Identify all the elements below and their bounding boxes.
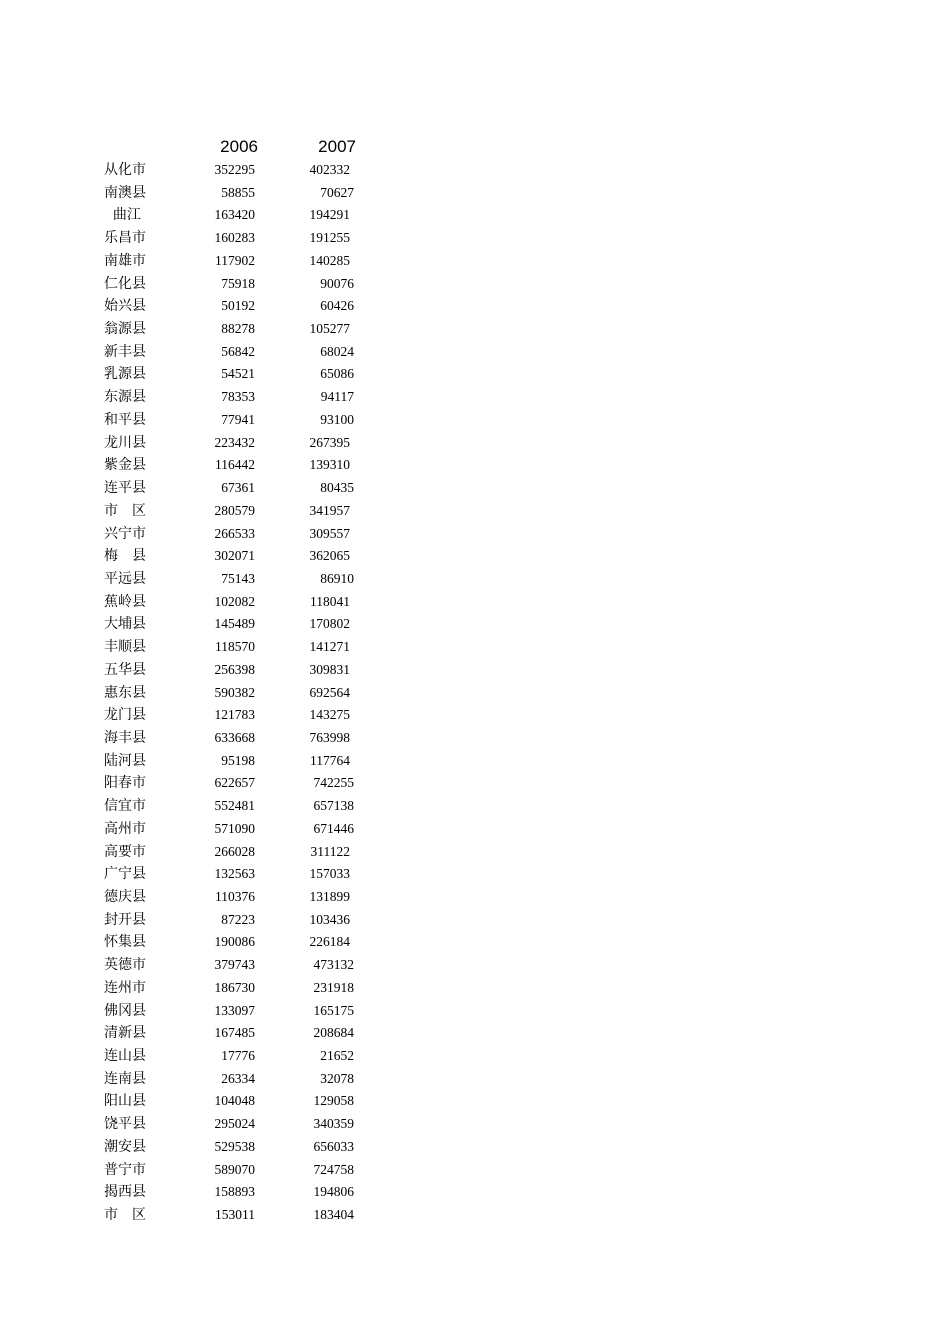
region-name-cell: 潮安县	[104, 1138, 146, 1155]
region-name-cell: 连州市	[104, 979, 146, 996]
table-row	[0, 250, 950, 273]
table-row	[0, 227, 950, 250]
table-row	[0, 204, 950, 227]
value-2007-cell: 657138	[313, 798, 354, 814]
value-2007-cell: 671446	[313, 820, 354, 836]
table-row	[0, 1136, 950, 1159]
value-2006-cell: 280579	[214, 502, 255, 518]
table-row	[0, 500, 950, 523]
value-2006-cell: 256398	[214, 661, 255, 677]
table-row	[0, 1090, 950, 1113]
region-name-cell: 龙门县	[104, 707, 146, 724]
value-2006-cell: 77941	[221, 411, 255, 427]
region-name-cell: 清新县	[104, 1025, 146, 1042]
table-row	[0, 523, 950, 546]
table-row	[0, 1204, 950, 1227]
region-name-cell: 怀集县	[104, 934, 146, 951]
value-2007-cell: 65086	[320, 366, 354, 382]
value-2006-cell: 223432	[214, 434, 255, 450]
region-name-cell: 和平县	[104, 411, 146, 428]
table-row	[0, 772, 950, 795]
value-2007-cell: 157033	[309, 866, 350, 882]
value-2007-cell: 191255	[309, 230, 350, 246]
value-2007-cell: 32078	[320, 1070, 354, 1086]
region-name-cell: 市 区	[104, 1207, 146, 1224]
region-name-cell: 连平县	[104, 480, 146, 497]
value-2007-cell: 139310	[309, 457, 350, 473]
value-2006-cell: 266028	[214, 843, 255, 859]
table-row	[0, 409, 950, 432]
region-name-cell: 高要市	[104, 843, 146, 860]
table-row	[0, 931, 950, 954]
table-row	[0, 818, 950, 841]
table-row	[0, 568, 950, 591]
value-2006-cell: 266533	[214, 525, 255, 541]
value-2007-cell: 117764	[310, 752, 350, 768]
region-name-cell: 平远县	[104, 570, 146, 587]
region-name-cell: 东源县	[104, 389, 146, 406]
table-row	[0, 750, 950, 773]
region-name-cell: 兴宁市	[104, 525, 146, 542]
value-2006-cell: 54521	[221, 366, 255, 382]
column-header-2006: 2006	[220, 137, 258, 156]
column-header-2007: 2007	[318, 137, 356, 156]
value-2007-cell: 231918	[313, 979, 354, 995]
value-2006-cell: 75918	[221, 275, 255, 291]
region-name-cell: 高州市	[104, 820, 146, 837]
value-2006-cell: 95198	[221, 752, 255, 768]
table-row	[0, 954, 950, 977]
table-row	[0, 1045, 950, 1068]
value-2007-cell: 311122	[310, 843, 350, 859]
value-2007-cell: 402332	[309, 162, 350, 177]
region-name-cell: 乳源县	[104, 366, 146, 383]
table-row	[0, 863, 950, 886]
value-2006-cell: 50192	[221, 298, 255, 314]
value-2006-cell: 88278	[221, 321, 255, 337]
value-2006-cell: 302071	[214, 548, 255, 564]
table-row	[0, 659, 950, 682]
table-row	[0, 1068, 950, 1091]
value-2007-cell: 362065	[309, 548, 350, 564]
region-name-cell: 市 区	[104, 502, 146, 519]
table-row	[0, 363, 950, 386]
region-name-cell: 陆河县	[104, 752, 146, 769]
value-2007-cell: 226184	[309, 934, 350, 950]
table-row	[0, 318, 950, 341]
region-name-cell: 南澳县	[104, 184, 146, 201]
value-2006-cell: 529538	[214, 1138, 255, 1154]
value-2007-cell: 70627	[320, 184, 354, 200]
region-name-cell: 从化市	[104, 162, 146, 178]
value-2007-cell: 140285	[309, 252, 350, 268]
table-row	[0, 613, 950, 636]
value-2007-cell: 341957	[309, 502, 350, 518]
value-2006-cell: 26334	[221, 1070, 255, 1086]
table-row	[0, 295, 950, 318]
table-row	[0, 182, 950, 205]
value-2006-cell: 589070	[214, 1161, 255, 1177]
value-2006-cell: 75143	[221, 570, 255, 586]
value-2007-cell: 86910	[320, 570, 354, 586]
region-name-cell: 信宜市	[104, 798, 146, 815]
region-name-cell: 新丰县	[104, 343, 146, 360]
value-2007-cell: 143275	[309, 707, 350, 723]
region-name-cell: 大埔县	[104, 616, 146, 633]
value-2006-cell: 78353	[221, 389, 255, 405]
table-row	[0, 727, 950, 750]
value-2007-cell: 118041	[310, 593, 350, 609]
value-2007-cell: 309831	[309, 661, 350, 677]
region-name-cell: 翁源县	[104, 321, 146, 338]
table-row	[0, 1159, 950, 1182]
value-2007-cell: 68024	[320, 343, 354, 359]
region-name-cell: 封开县	[104, 911, 146, 928]
value-2006-cell: 163420	[214, 207, 255, 223]
value-2006-cell: 58855	[221, 184, 255, 200]
value-2006-cell: 116442	[215, 457, 255, 473]
region-name-cell: 乐昌市	[104, 230, 146, 247]
value-2006-cell: 121783	[214, 707, 255, 723]
table-row	[0, 636, 950, 659]
value-2007-cell: 208684	[313, 1025, 354, 1041]
value-2007-cell: 80435	[320, 480, 354, 496]
region-name-cell: 普宁市	[104, 1161, 146, 1178]
value-2006-cell: 186730	[214, 979, 255, 995]
value-2006-cell: 590382	[214, 684, 255, 700]
region-name-cell: 紫金县	[104, 457, 146, 474]
region-name-cell: 佛冈县	[104, 1002, 146, 1019]
value-2006-cell: 633668	[214, 729, 255, 745]
table-row	[0, 1000, 950, 1023]
value-2007-cell: 473132	[313, 957, 354, 973]
region-name-cell: 梅 县	[104, 548, 146, 565]
value-2006-cell: 379743	[214, 957, 255, 973]
region-name-cell: 广宁县	[104, 866, 146, 883]
region-name-cell: 海丰县	[104, 729, 146, 746]
table-row	[0, 977, 950, 1000]
table-row	[0, 454, 950, 477]
value-2007-cell: 267395	[309, 434, 350, 450]
region-name-cell: 揭西县	[104, 1184, 146, 1201]
table-row	[0, 1113, 950, 1136]
table-row	[0, 704, 950, 727]
value-2006-cell: 145489	[214, 616, 255, 632]
table-row	[0, 432, 950, 455]
region-name-cell: 龙川县	[104, 434, 146, 451]
region-name-cell: 南雄市	[104, 252, 146, 269]
value-2006-cell: 153011	[215, 1207, 255, 1223]
region-name-cell: 丰顺县	[104, 639, 146, 656]
value-2006-cell: 87223	[221, 911, 255, 927]
value-2007-cell: 183404	[313, 1207, 354, 1223]
region-name-cell: 英德市	[104, 957, 146, 974]
value-2006-cell: 160283	[214, 230, 255, 246]
value-2006-cell: 117902	[215, 252, 255, 268]
table-row	[0, 273, 950, 296]
table-row	[0, 841, 950, 864]
value-2006-cell: 118570	[215, 639, 255, 655]
value-2006-cell: 17776	[221, 1048, 255, 1064]
value-2006-cell: 56842	[221, 343, 255, 359]
table-row	[0, 545, 950, 568]
value-2006-cell: 167485	[214, 1025, 255, 1041]
value-2007-cell: 131899	[309, 889, 350, 904]
table-row	[0, 1181, 950, 1204]
value-2006-cell: 571090	[214, 820, 255, 836]
value-2006-cell: 102082	[214, 593, 255, 609]
value-2007-cell: 763998	[309, 729, 350, 745]
value-2007-cell: 656033	[313, 1138, 354, 1154]
value-2007-cell: 105277	[309, 321, 350, 337]
value-2007-cell: 165175	[313, 1002, 354, 1018]
value-2006-cell: 104048	[214, 1093, 255, 1109]
value-2007-cell: 129058	[313, 1093, 354, 1109]
table-row	[0, 886, 950, 909]
value-2006-cell: 552481	[214, 798, 255, 814]
table-row	[0, 159, 950, 182]
table-body	[0, 159, 950, 1227]
table-row	[0, 591, 950, 614]
region-name-cell: 饶平县	[104, 1116, 146, 1133]
region-name-cell: 阳山县	[104, 1093, 146, 1110]
value-2007-cell: 170802	[309, 616, 350, 632]
table-row	[0, 795, 950, 818]
region-name-cell: 德庆县	[104, 889, 146, 905]
region-name-cell: 仁化县	[104, 275, 146, 292]
value-2007-cell: 60426	[320, 298, 354, 314]
value-2006-cell: 190086	[214, 934, 255, 950]
region-name-cell: 阳春市	[104, 775, 146, 792]
value-2007-cell: 724758	[313, 1161, 354, 1177]
value-2006-cell: 110376	[215, 889, 255, 904]
region-name-cell: 连山县	[104, 1048, 146, 1065]
value-2006-cell: 158893	[214, 1184, 255, 1200]
value-2007-cell: 93100	[320, 411, 354, 427]
value-2006-cell: 133097	[214, 1002, 255, 1018]
table-row	[0, 682, 950, 705]
value-2007-cell: 340359	[313, 1116, 354, 1132]
value-2006-cell: 352295	[214, 162, 255, 177]
value-2006-cell: 622657	[214, 775, 255, 791]
value-2007-cell: 194291	[309, 207, 350, 223]
region-name-cell: 连南县	[104, 1070, 146, 1087]
region-name-cell: 蕉岭县	[104, 593, 146, 610]
value-2007-cell: 742255	[313, 775, 354, 791]
table-header-row	[0, 136, 950, 160]
value-2006-cell: 67361	[221, 480, 255, 496]
value-2007-cell: 21652	[320, 1048, 354, 1064]
value-2007-cell: 90076	[320, 275, 354, 291]
value-2007-cell: 309557	[309, 525, 350, 541]
value-2007-cell: 692564	[309, 684, 350, 700]
table-row	[0, 909, 950, 932]
value-2006-cell: 132563	[214, 866, 255, 882]
value-2007-cell: 103436	[309, 911, 350, 927]
value-2007-cell: 94117	[320, 389, 354, 405]
value-2007-cell: 141271	[309, 639, 350, 655]
region-name-cell: 惠东县	[104, 684, 146, 701]
region-name-cell: 五华县	[104, 661, 146, 678]
table-row	[0, 1022, 950, 1045]
table-row	[0, 341, 950, 364]
table-row	[0, 386, 950, 409]
value-2007-cell: 194806	[313, 1184, 354, 1200]
table-row	[0, 477, 950, 500]
region-name-cell: 始兴县	[104, 298, 146, 315]
value-2006-cell: 295024	[214, 1116, 255, 1132]
region-name-cell: 曲江	[104, 207, 141, 224]
